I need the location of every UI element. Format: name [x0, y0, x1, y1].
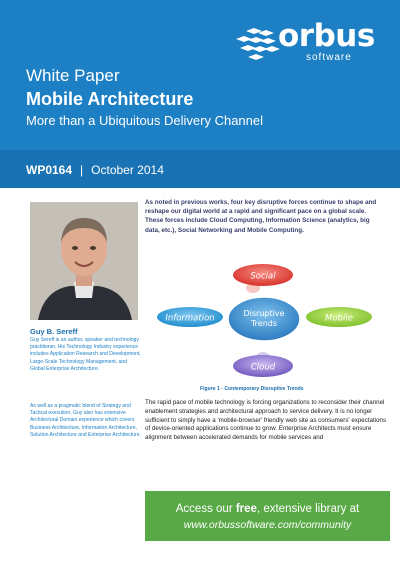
intro-paragraph: As noted in previous works, four key disruptive forces continue to shape and reshape our digital world at a rapid and significant pace on a global scale. These forces include Cloud Computing, Information Science (analytics, big data, etc.), Social Networking and Mobile Computing. [145, 199, 377, 234]
author-portrait-image [30, 202, 138, 320]
meta-separator: | [80, 163, 84, 177]
disruptive-trends-diagram [145, 262, 385, 382]
author-bio-extended: As well as a pragmatic blend of Strategy and Tactical execution, Guy also has extensive Architectural Domain experience which covers Business Architecture, Information Architecture, Solution Architecture and Enterprise Architecture. [30, 403, 141, 438]
document-meta [26, 163, 164, 177]
cta-suffix: , extensive library at [256, 503, 360, 515]
center-label-line1: Disruptive [243, 309, 285, 318]
information-label: Information [165, 313, 215, 324]
social-label: Social [250, 271, 276, 282]
document-date: October 2014 [91, 163, 164, 177]
cube-cluster-icon [236, 28, 284, 62]
orbus-logo [236, 18, 386, 70]
cta-text [145, 503, 390, 515]
document-type: White Paper [26, 66, 120, 85]
community-library-banner[interactable] [145, 491, 390, 541]
community-url-link[interactable]: www.orbussoftware.com/community [183, 519, 352, 531]
cta-prefix: Access our [175, 503, 236, 515]
logo-wordmark: orbus [278, 18, 375, 54]
document-title: Mobile Architecture [26, 89, 194, 109]
author-name: Guy B. Sereff [30, 327, 78, 336]
author-bio: Guy Sereff is an author, speaker and technology practitioner. His Technology Industry experience includes Application Research and Development, Large-Scale Technology Management, and Global Enterprise Architecture. [30, 337, 141, 372]
body-paragraph: The rapid pace of mobile technology is forcing organizations to reconsider their channel enablement strategies and architectural approach to service delivery. It is no longer sufficient to simply have a 'mobile-browser' friendly web site as consumers' expectations of device-oriented applications continue to grow. Enterprise Architects must ensure alignment between accelerated demands for mobile services and [145, 399, 387, 442]
logo-tagline: software [306, 52, 352, 63]
document-subtitle: More than a Ubiquitous Delivery Channel [26, 113, 264, 128]
figure-caption: Figure 1 - Contemporary Disruptive Trends [200, 386, 304, 392]
document-code: WP0164 [26, 163, 73, 177]
mobile-label: Mobile [325, 313, 353, 324]
cloud-label: Cloud [250, 362, 276, 373]
center-label-line2: Trends [250, 319, 278, 328]
author-photo [30, 202, 138, 320]
cta-free-emphasis: free [235, 503, 257, 515]
